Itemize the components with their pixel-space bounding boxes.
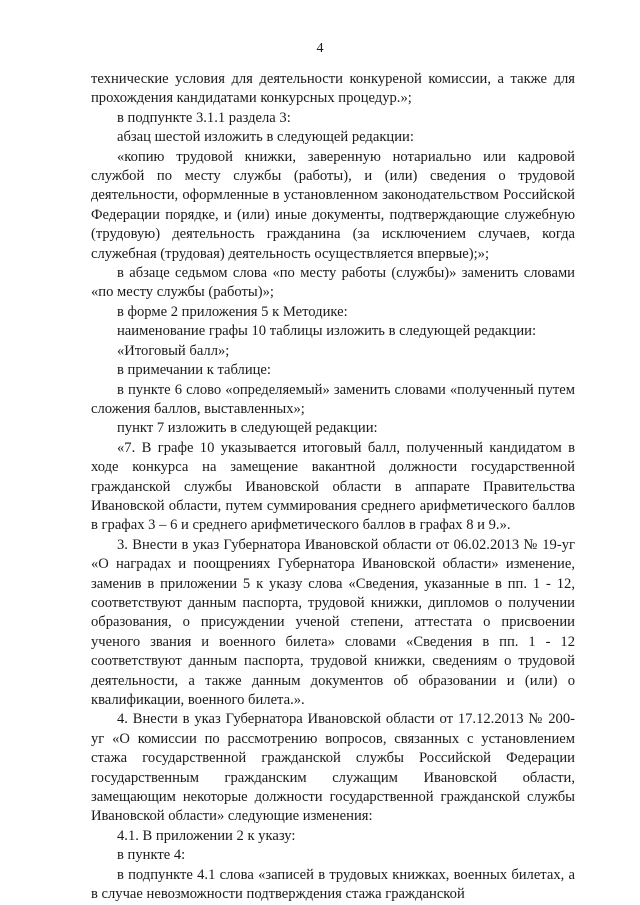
paragraph: абзац шестой изложить в следующей редакции: [117,129,414,146]
paragraph: 3. Внести в указ Губернатора Ивановской области от 06.02.2013 № 19-уг «О наградах и поощрениях Губернатора Ивановской области» изменение, заменив в приложении 5 к указу слова «Сведения, указанные в пп. 1 - 12, соответствуют данным паспорта, трудовой книжки, дипломов о получении образования, о присуждении ученой степени, аттестата о присвоении ученого звания и военного билета» словами «Сведения в пп. 1 - 12 соответствуют данным паспорта, трудовой книжки, сведениям о трудовой деятельности, а также данным документов об образовании и (или) о квалификации, военного билета.». [91,536,575,708]
document-body [91,70,575,904]
page-number: 4 [316,41,324,56]
paragraph: «7. В графе 10 указывается итоговый балл, полученный кандидатом в ходе конкурса на замещение вакантной должности государственной гражданской службы Ивановской области в аппарате Правительства Ивановской области, путем суммирования среднего арифметического баллов в графах 3 – 6 и среднего арифметического баллов в графах 8 и 9.». [91,439,575,534]
paragraph: в подпункте 4.1 слова «записей в трудовых книжках, военных билетах, а в случае невозможности подтверждения стажа гражданской [91,866,575,903]
paragraph: в пункте 6 слово «определяемый» заменить словами «полученный путем сложения баллов, выставленных»; [91,381,575,417]
paragraph: 4.1. В приложении 2 к указу: [117,827,296,844]
paragraph: «копию трудовой книжки, заверенную нотариально или кадровой службой по месту службы (работы), и (или) сведения о трудовой деятельности, оформленные в установленном законодательством Российской Федерации порядке, и (или) иные документы, подтверждающие служебную (трудовую) деятельность гражданина (за исключением случаев, когда служебная (трудовая) деятельность осуществляется впервые);»; [91,148,575,262]
paragraph: пункт 7 изложить в следующей редакции: [117,420,378,437]
paragraph: наименование графы 10 таблицы изложить в следующей редакции: [117,323,537,340]
paragraph: в примечании к таблице: [117,362,271,379]
paragraph: в абзаце седьмом слова «по месту работы (службы)» заменить словами «по месту службы (работы)»; [91,265,575,301]
paragraph: 4. Внести в указ Губернатора Ивановской области от 17.12.2013 № 200-уг «О комиссии по рассмотрению вопросов, связанных с установлением стажа государственной гражданской службы Российской Федерации государственным гражданским служащим Ивановской области, замещающим некоторые должности государственной гражданской службы Ивановской области» следующие изменения: [91,711,575,825]
paragraph: в форме 2 приложения 5 к Методике: [117,303,348,320]
paragraph: технические условия для деятельности конкуреной комиссии, а также для прохождения кандидатами конкурсных процедур.»; [91,71,575,107]
paragraph: в подпункте 3.1.1 раздела 3: [117,109,291,126]
paragraph: в пункте 4: [117,847,186,864]
paragraph: «Итоговый балл»; [117,342,230,359]
